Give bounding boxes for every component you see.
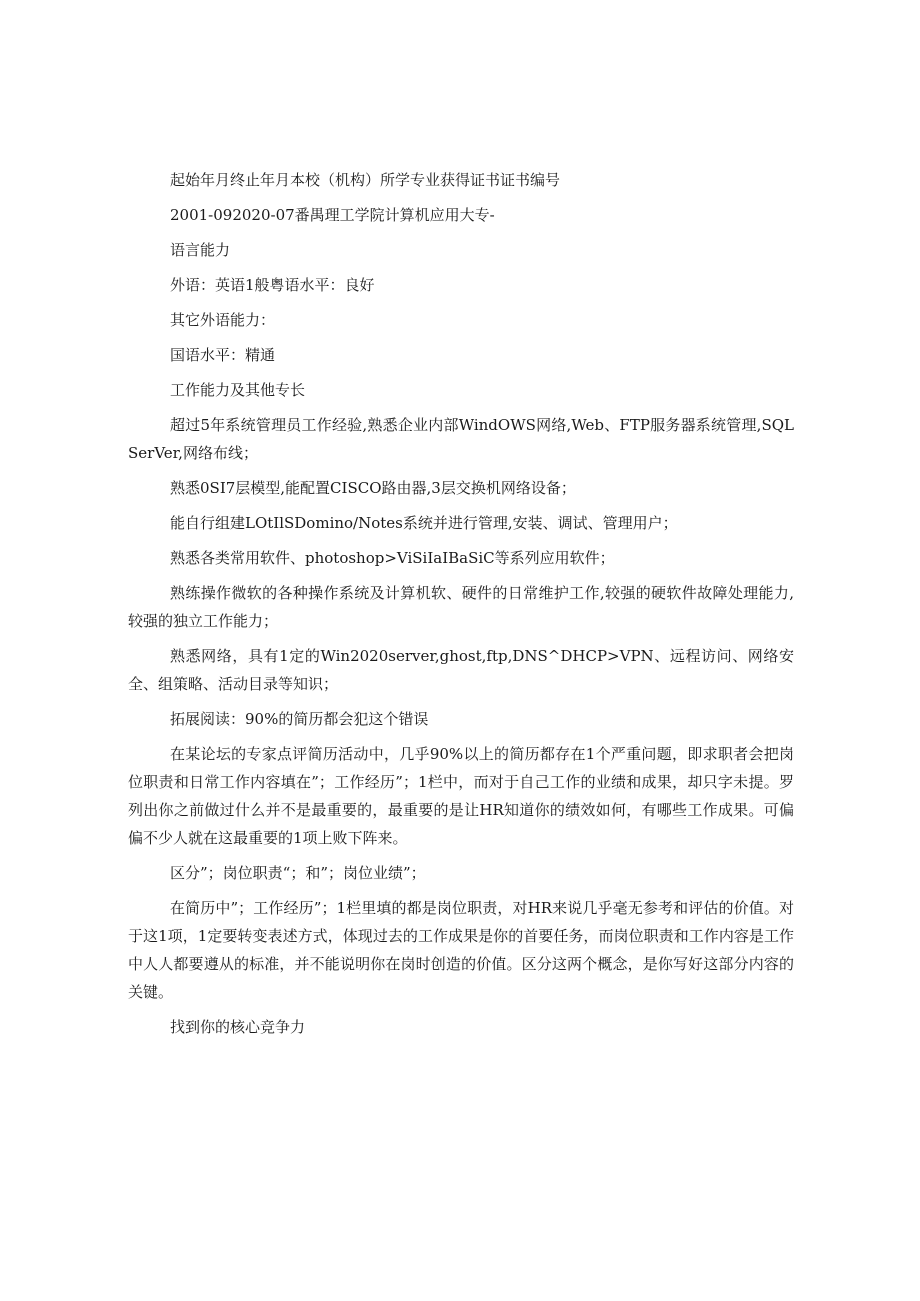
section-heading-skills: 工作能力及其他专长 [170,381,306,399]
foreign-language-line: 外语：英语1般粤语水平：良好 [170,276,375,294]
skill-paragraph: 熟悉网络，具有1定的Win2020server,ghost,ftp,DNS^DHCP>VPN、远程访问、网络安全、组策略、活动目录等知识； [128,647,794,693]
body-paragraph: 在某论坛的专家点评简历活动中，几乎90%以上的简历都存在1个严重问题，即求职者会把岗位职责和日常工作内容填在”；工作经历”；1栏中，而对于自己工作的业绩和成果，却只字未提。罗列出你之前做过什么并不是最重要的，最重要的是让HR知道你的绩效如何，有哪些工作成果。可偏偏不少人就在这最重要的1项上败下阵来。 [128,745,794,847]
section-heading-extended-reading: 拓展阅读：90%的简历都会犯这个错误 [170,710,429,728]
subheading-distinguish: 区分”；岗位职责“；和”；岗位业绩”； [170,864,426,882]
mandarin-level-line: 国语水平：精通 [170,346,276,364]
skill-paragraph: 能自行组建LOtIlSDomino/Notes系统并进行管理,安装、调试、管理用户； [170,514,678,532]
subheading-core-competitiveness: 找到你的核心竞争力 [170,1018,306,1036]
skill-paragraph: 熟练操作微软的各种操作系统及计算机软、硬件的日常维护工作,较强的硬软件故障处理能力,较强的独立工作能力； [128,584,794,630]
other-language-line: 其它外语能力： [170,311,276,329]
document-body [128,166,794,1048]
skill-paragraph: 超过5年系统管理员工作经验,熟悉企业内部WindOWS网络,Web、FTP服务器系统管理,SQLSerVer,网络布线； [128,416,794,462]
skill-paragraph: 熟悉0SI7层模型,能配置CISCO路由器,3层交换机网络设备； [170,479,576,497]
skill-paragraph: 熟悉各类常用软件、photoshop>ViSiIaIBaSiC等系列应用软件； [170,549,615,567]
education-table-header: 起始年月终止年月本校（机构）所学专业获得证书证书编号 [170,171,561,189]
body-paragraph: 在简历中”；工作经历”；1栏里填的都是岗位职责，对HR来说几乎毫无参考和评估的价值。对于这1项，1定要转变表述方式，体现过去的工作成果是你的首要任务，而岗位职责和工作内容是工作中人人都要遵从的标准，并不能说明你在岗时创造的价值。区分这两个概念，是你写好这部分内容的关键。 [128,899,794,1001]
education-entry: 2001-092020-07番禺理工学院计算机应用大专- [170,206,495,224]
section-heading-language: 语言能力 [170,241,231,259]
